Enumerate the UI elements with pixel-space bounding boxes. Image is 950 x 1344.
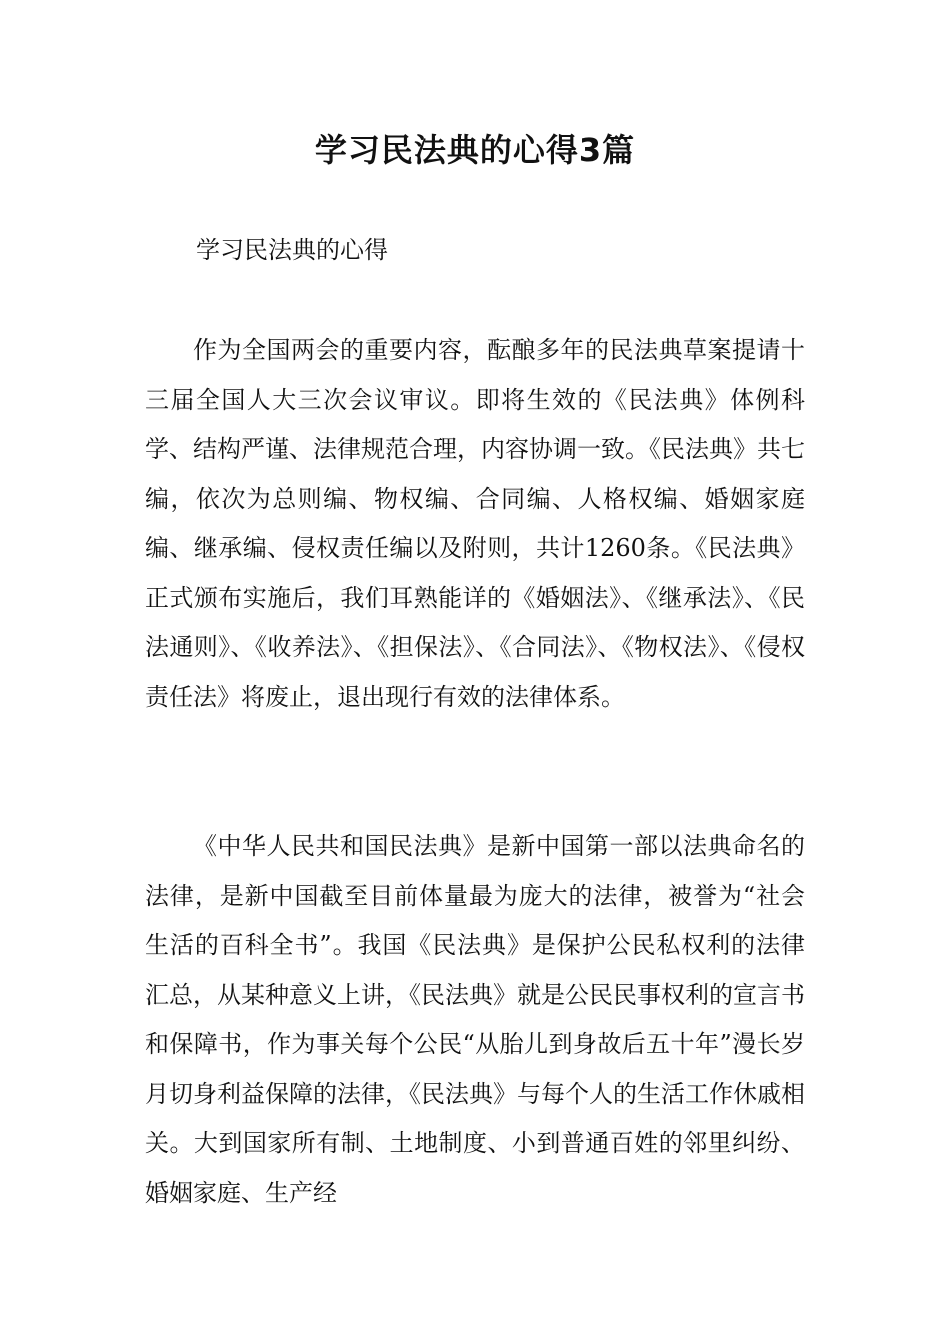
document-subtitle: 学习民法典的心得: [196, 236, 388, 264]
paragraph-1: 作为全国两会的重要内容，酝酿多年的民法典草案提请十三届全国人大三次会议审议。即将生效的《民法典》体例科学、结构严谨、法律规范合理，内容协调一致。《民法典》共七编，依次为总则编、物权编、合同编、人格权编、婚姻家庭编、继承编、侵权责任编以及附则，共计1260条。《民法典》正式颁布实施后，我们耳熟能详的《婚姻法》、《继承法》、《民法通则》、《收养法》、《担保法》、《合同法》、《物权法》、《侵权责任法》将废止，退出现行有效的法律体系。: [145, 336, 805, 711]
paragraph-2: 《中华人民共和国民法典》是新中国第一部以法典命名的法律，是新中国截至目前体量最为庞大的法律，被誉为“社会生活的百科全书”。我国《民法典》是保护公民私权利的法律汇总，从某种意义上讲，《民法典》就是公民民事权利的宣言书和保障书，作为事关每个公民“从胎儿到身故后五十年”漫长岁月切身利益保障的法律，《民法典》与每个人的生活工作休戚相关。大到国家所有制、土地制度、小到普通百姓的邻里纠纷、婚姻家庭、生产经: [145, 832, 805, 1207]
document-title: 学习民法典的心得3篇: [314, 131, 636, 169]
